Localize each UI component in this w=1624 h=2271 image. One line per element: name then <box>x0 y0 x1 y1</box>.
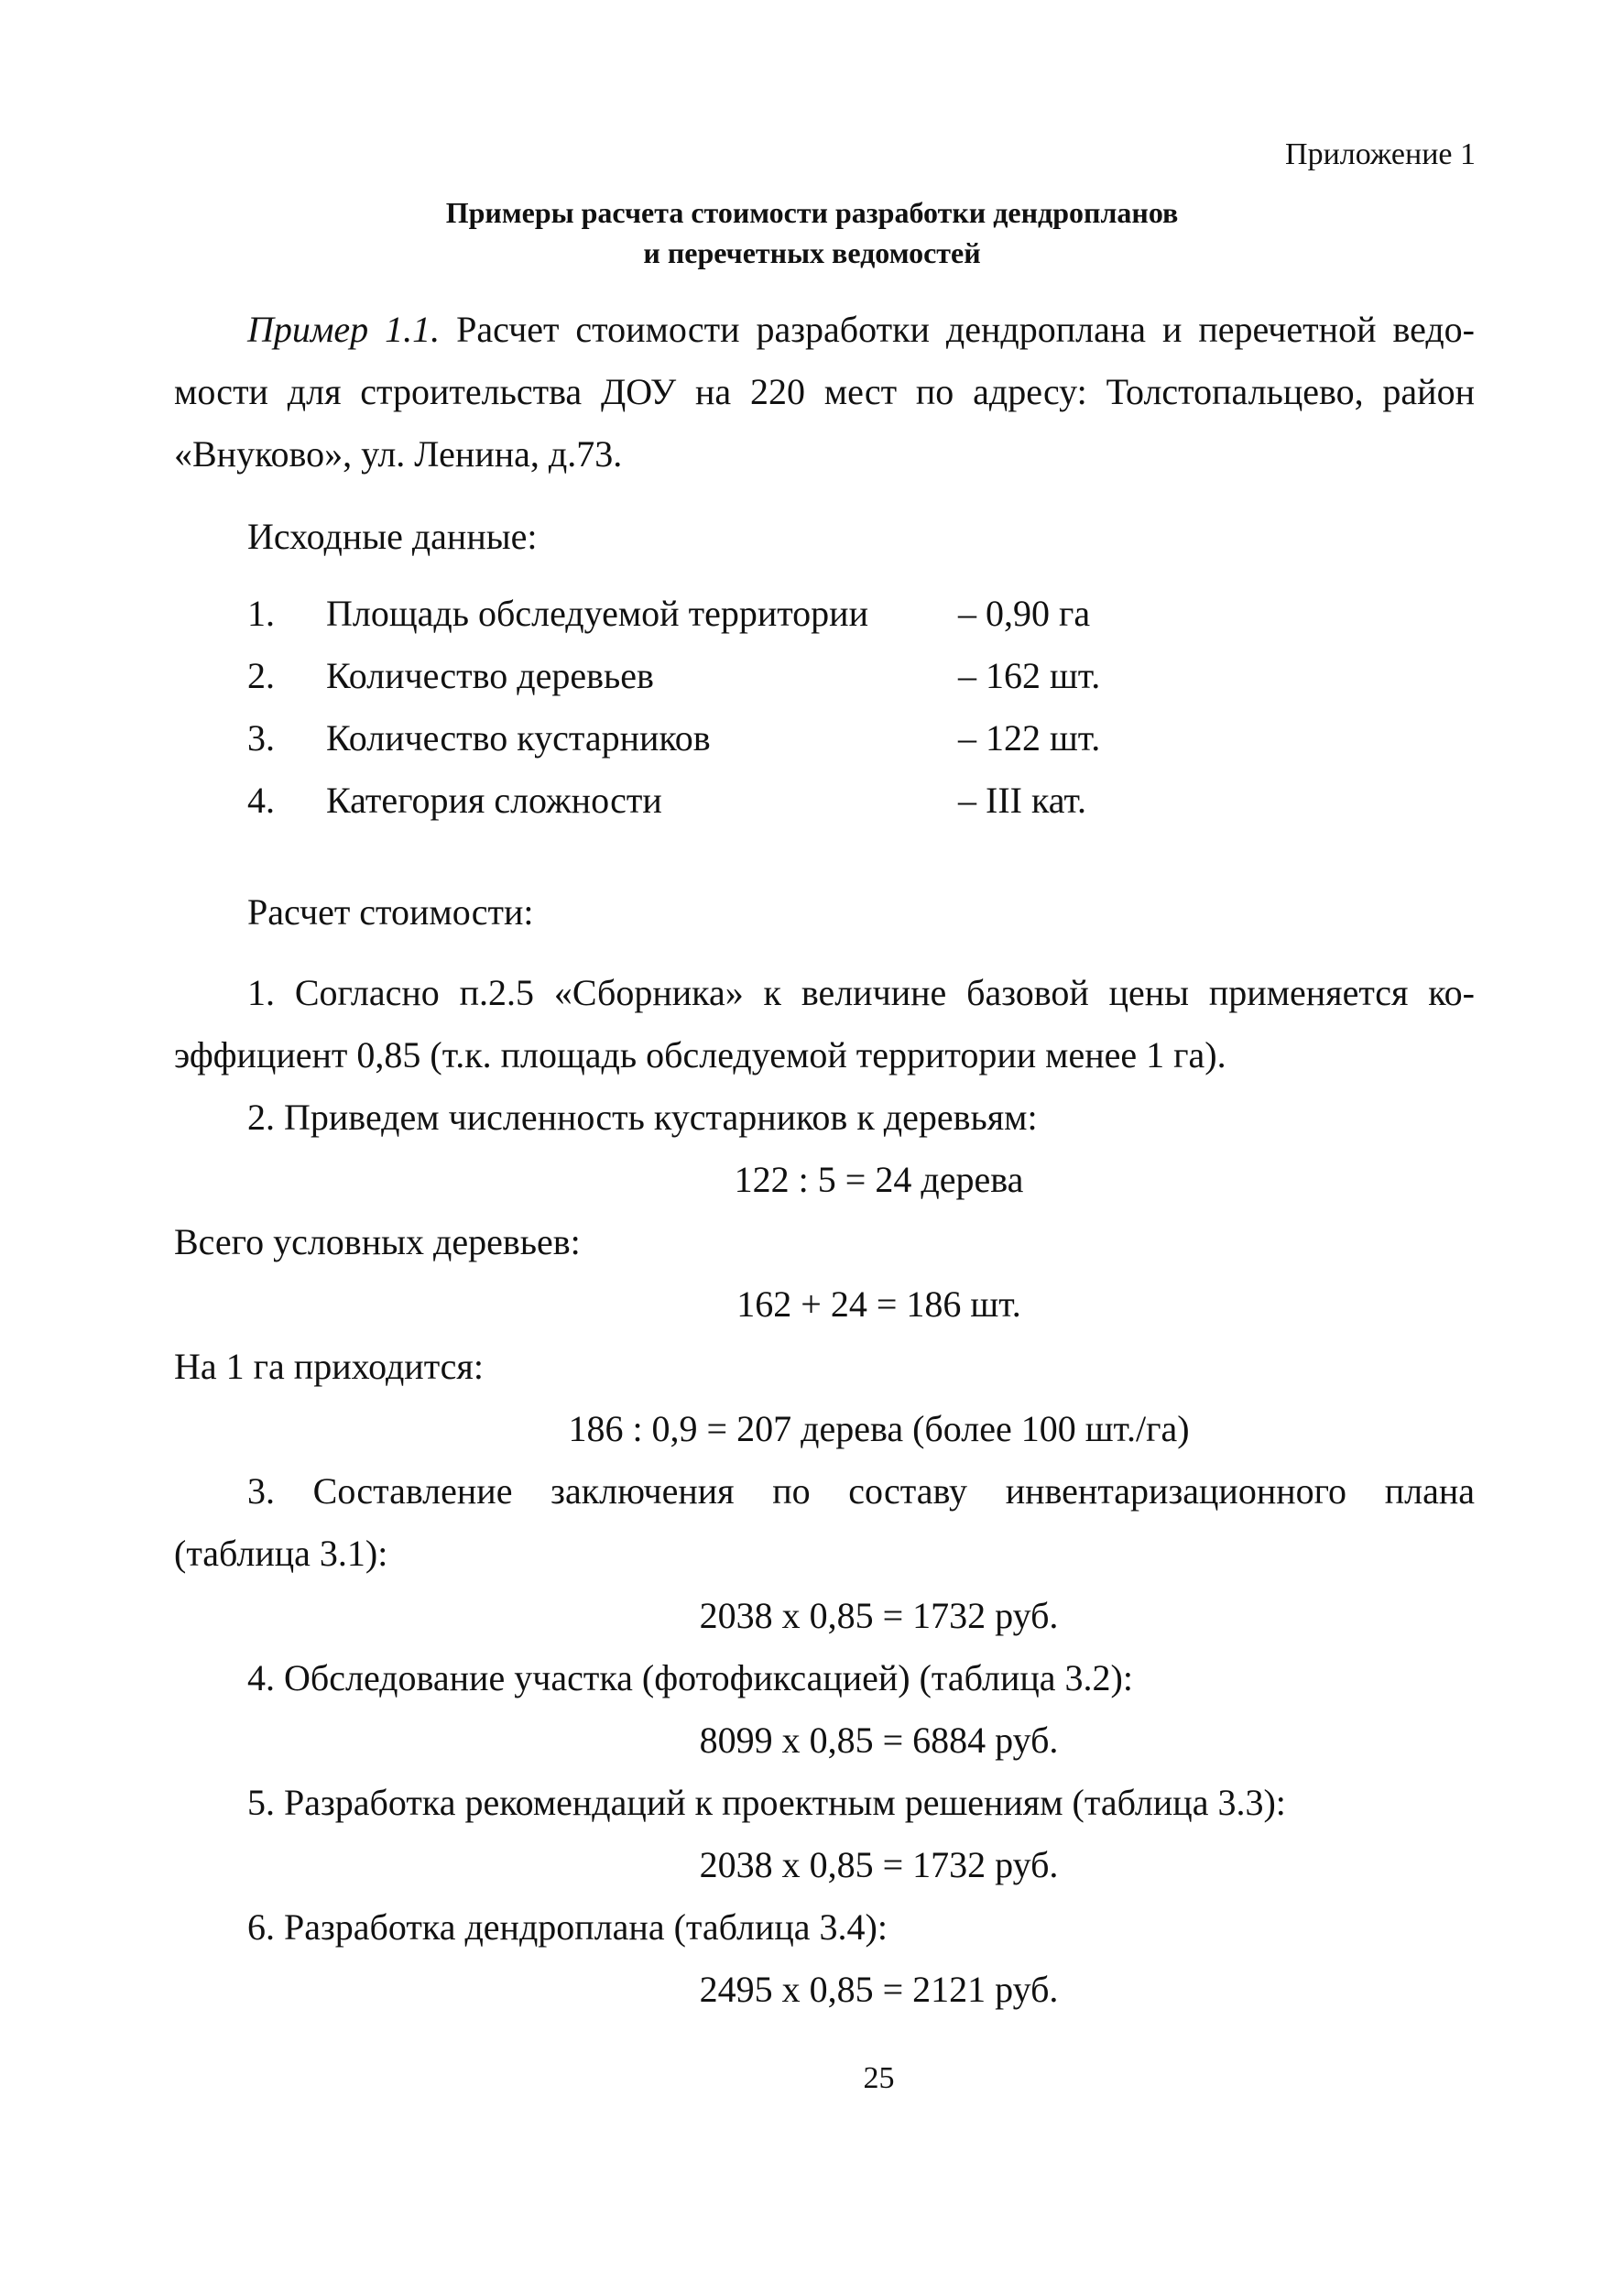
formula-step-6: 2495 х 0,85 = 2121 руб. <box>699 1969 1059 2010</box>
input-row-number: 4. <box>247 780 275 821</box>
calc-heading: Расчет стоимости: <box>247 891 534 933</box>
inputs-heading: Исходные данные: <box>247 516 538 557</box>
document-title <box>0 192 1624 273</box>
input-row <box>0 583 1624 645</box>
page-number: 25 <box>863 2061 895 2095</box>
formula-step-5: 2038 х 0,85 = 1732 руб. <box>699 1844 1059 1885</box>
step-3-line-2: (таблица 3.1): <box>174 1533 388 1574</box>
step-5: 5. Разработка рекомендаций к проектным решениям (таблица 3.3): <box>247 1782 1286 1823</box>
example-line-1-text: Расчет стоимости разработки дендроплана и перечетной ведо- <box>440 309 1475 350</box>
step-2: 2. Приведем численность кустарников к деревьям: <box>247 1097 1038 1138</box>
title-line-1: Примеры расчета стоимости разработки дендропланов <box>445 196 1179 229</box>
input-row-value: – 122 шт. <box>958 717 1101 759</box>
step-1-line-2: эффициент 0,85 (т.к. площадь обследуемой территории менее 1 га). <box>174 1034 1226 1075</box>
input-row-number: 1. <box>247 593 275 634</box>
input-row <box>0 707 1624 770</box>
input-row-value: – 0,90 га <box>958 593 1091 634</box>
formula-step-3: 2038 х 0,85 = 1732 руб. <box>699 1595 1059 1636</box>
example-line-1 <box>247 299 1475 361</box>
total-label: Всего условных деревьев: <box>174 1221 581 1262</box>
step-3-line-1: 3. Составление заключения по составу инвентаризационного плана <box>247 1470 1475 1512</box>
per-ha-label: На 1 га приходится: <box>174 1346 484 1387</box>
input-row <box>0 645 1624 707</box>
formula-total: 162 + 24 = 186 шт. <box>736 1283 1021 1325</box>
step-4: 4. Обследование участка (фотофиксацией) (таблица 3.2): <box>247 1657 1133 1698</box>
input-row-number: 3. <box>247 717 275 759</box>
input-row-label: Количество кустарников <box>326 717 711 759</box>
example-line-3: «Внуково», ул. Ленина, д.73. <box>174 433 623 475</box>
input-row-label: Категория сложности <box>326 780 662 821</box>
formula-step-4: 8099 х 0,85 = 6884 руб. <box>699 1720 1059 1761</box>
step-1-line-1: 1. Согласно п.2.5 «Сборника» к величине базовой цены применяется ко- <box>247 972 1475 1013</box>
input-row-number: 2. <box>247 655 275 696</box>
input-row-value: – III кат. <box>958 780 1086 821</box>
input-row <box>0 770 1624 832</box>
example-label: Пример 1.1. <box>247 309 441 350</box>
annex-label: Приложение 1 <box>1285 137 1476 171</box>
formula-per-ha: 186 : 0,9 = 207 дерева (более 100 шт./га) <box>568 1408 1190 1449</box>
formula-shrubs: 122 : 5 = 24 дерева <box>734 1159 1024 1200</box>
step-6: 6. Разработка дендроплана (таблица 3.4): <box>247 1906 888 1948</box>
example-line-2: мости для строительства ДОУ на 220 мест по адресу: Толстопальцево, район <box>174 371 1475 412</box>
input-row-label: Площадь обследуемой территории <box>326 593 868 634</box>
title-line-2: и перечетных ведомостей <box>643 236 981 269</box>
input-row-label: Количество деревьев <box>326 655 654 696</box>
input-row-value: – 162 шт. <box>958 655 1101 696</box>
